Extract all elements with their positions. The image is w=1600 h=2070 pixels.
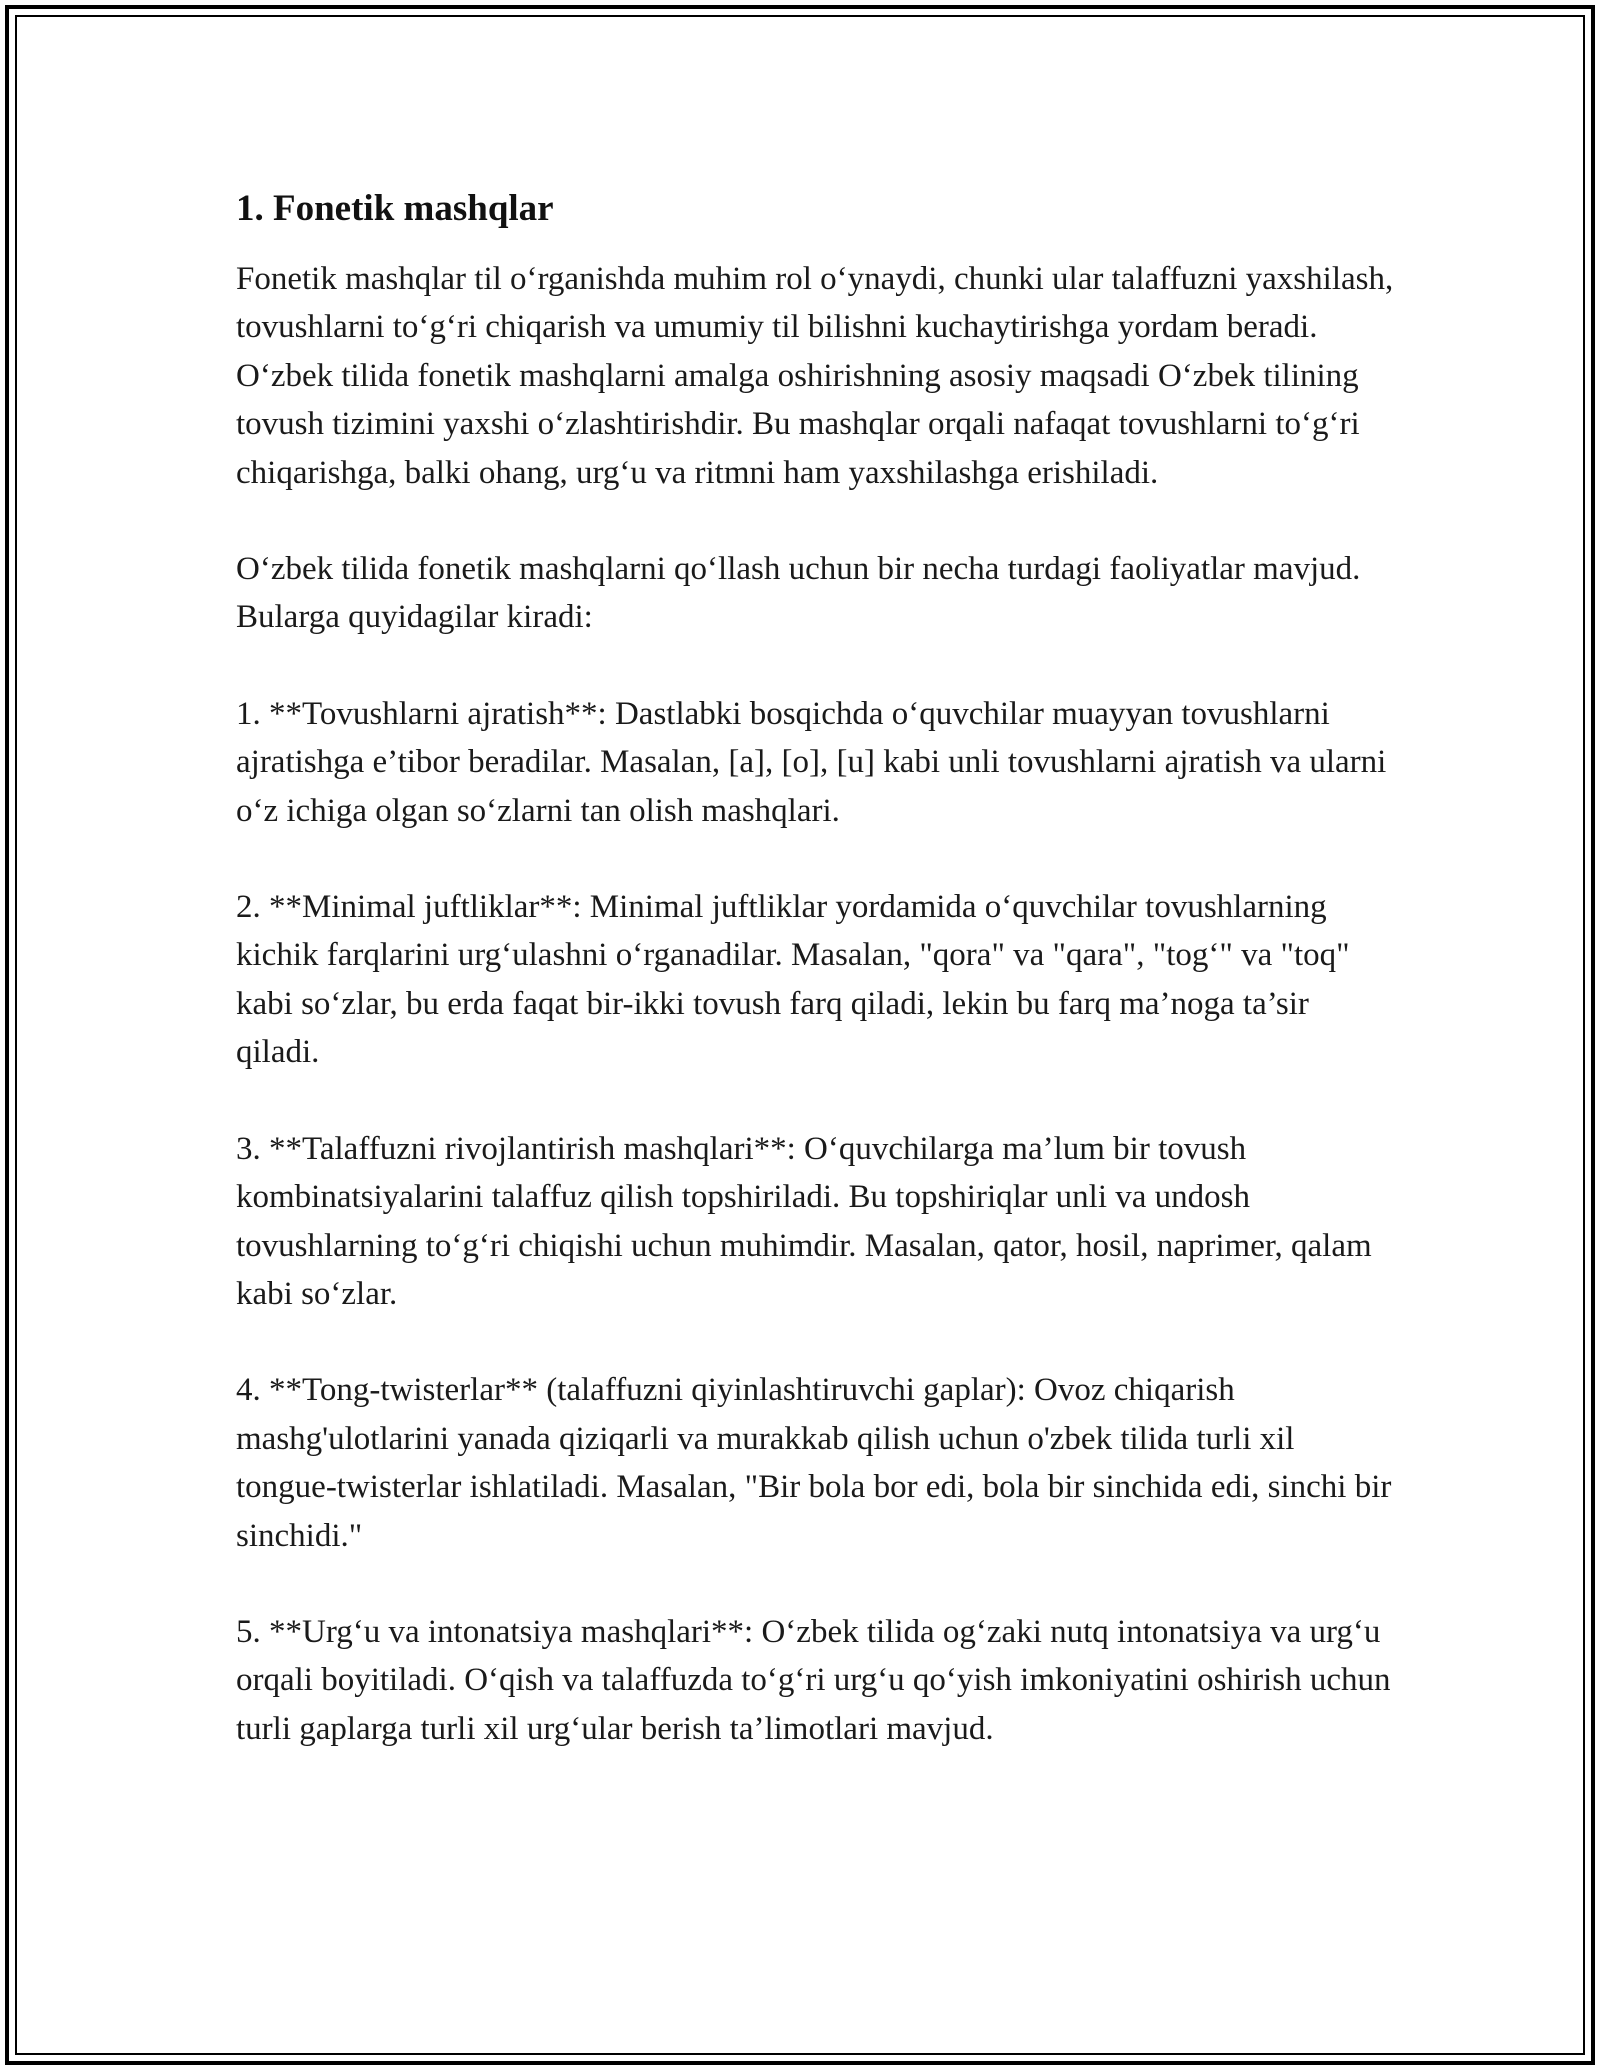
list-item-stress-intonation: 5. **Urg‘u va intonatsiya mashqlari**: O‘zbek tilida og‘zaki nutq intonatsiya va urg‘u orqali boyitiladi. O‘qish va talaffuzda to‘g‘ri urg‘u qo‘yish imkoniyatini oshirish uchun turli gaplarga turli xil urg‘ular berish ta’limotlari mavjud. xyxy=(236,1613,1391,1747)
list-item-pronunciation-exercises: 3. **Talaffuzni rivojlantirish mashqlari**: O‘quvchilarga ma’lum bir tovush kombinatsiyalarini talaffuz qilish topshiriladi. Bu topshiriqlar unli va undosh tovushlarning to‘g‘ri chiqishi uchun muhimdir. Masalan, qator, hosil, naprimer, qalam kabi so‘zlar. xyxy=(236,1130,1372,1312)
list-item-sound-separation: 1. **Tovushlarni ajratish**: Dastlabki bosqichda o‘quvchilar muayyan tovushlarni ajratishga e’tibor beradilar. Masalan, [a], [o], [u] kabi unli tovushlarni ajratish va ularni o‘z ichiga olgan so‘zlarni tan olish mashqlari. xyxy=(236,695,1387,829)
list-item-tongue-twisters: 4. **Tong-twisterlar** (talaffuzni qiyinlashtiruvchi gaplar): Ovoz chiqarish mashg'ulotlarini yanada qiziqarli va murakkab qilish uchun o'zbek tilida turli xil tongue-twisterlar ishlatiladi. Masalan, "Bir bola bor edi, bola bir sinchida edi, sinchi bir sinchidi." xyxy=(236,1372,1392,1554)
section-heading: 1. Fonetik mashqlar xyxy=(236,188,554,229)
paragraph-activities: O‘zbek tilida fonetik mashqlarni qo‘llash uchun bir necha turdagi faoliyatlar mavjud. Bularga quyidagilar kiradi: xyxy=(236,551,1361,636)
list-item-minimal-pairs: 2. **Minimal juftliklar**: Minimal juftliklar yordamida o‘quvchilar tovushlarning kichik farqlarini urg‘ulashni o‘rganadilar. Masalan, "qora" va "qara", "tog‘" va "toq" kabi so‘zlar, bu erda faqat bir-ikki tovush farq qiladi, lekin bu farq ma’noga ta’sir qiladi. xyxy=(236,889,1350,1071)
paragraph-intro: Fonetik mashqlar til o‘rganishda muhim rol o‘ynaydi, chunki ular talaffuzni yaxshilash, tovushlarni to‘g‘ri chiqarish va umumiy til bilishni kuchaytirishga yordam beradi. O‘zbek tilida fonetik mashqlarni amalga oshirishning asosiy maqsadi O‘zbek tilining tovush tizimini yaxshi o‘zlashtirishdir. Bu mashqlar orqali nafaqat tovushlarni to‘g‘ri chiqarishga, balki ohang, urg‘u va ritmni ham yaxshilashga erishiladi. xyxy=(236,261,1394,491)
document-body xyxy=(236,185,1396,1801)
